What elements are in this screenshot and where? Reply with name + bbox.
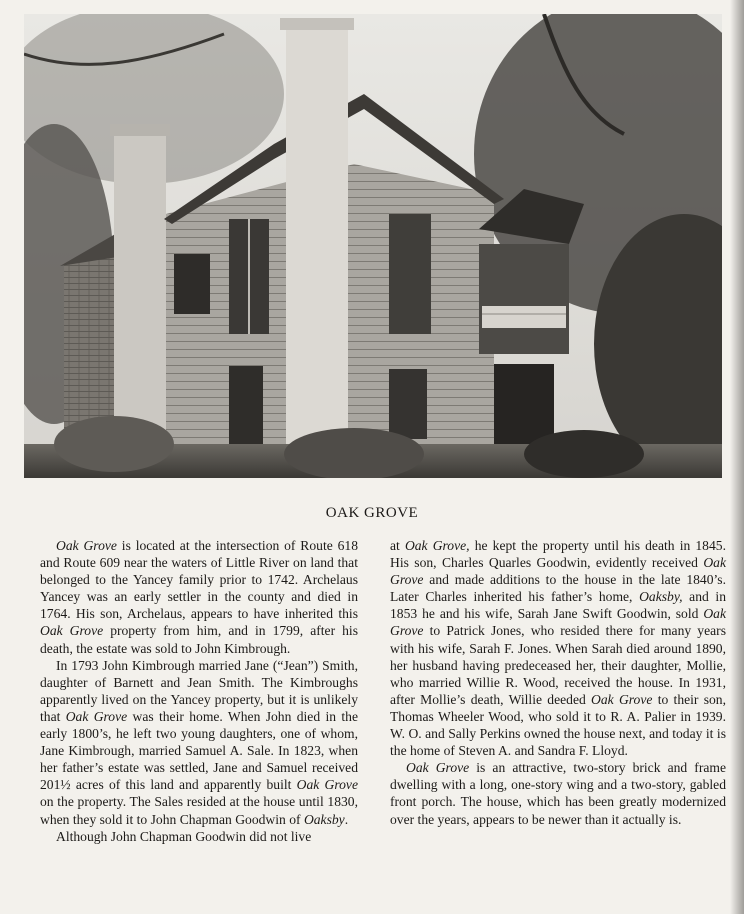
paragraph: Oak Grove is an attractive, two-story brick and frame dwelling with a long, one-story wing and a two-story, gabled front porch. The house, which has been greatly modernized over the years, appears to be newer than it actually is. [390,760,726,827]
paragraph: In 1793 John Kimbrough married Jane (“Jean”) Smith, daughter of Barnett and Jean Smith. The Kimbroughs apparently lived on the Yancey property, but it is unlikely that Oak Grove was their home. When John died in the early 1800’s, he left two young daughters, one of whom, Jane Kimbrough, married Samuel A. Sale. In 1823, when her father’s estate was settled, Jane and Samuel received 201½ acres of this land and apparently built Oak Grove on the property. The Sales resided at the house until 1830, when they sold it to John Chapman Goodwin of Oaksby. [40,657,359,827]
page-edge-shadow [730,0,744,914]
text-column-right [390,537,726,828]
paragraph: Oak Grove is located at the intersection of Route 618 and Route 609 near the waters of Little River on land that belonged to the Yancey family prior to 1742. Archelaus Yancey was an early settler in the county and died in 1764. His son, Archelaus, appears to have inherited this Oak Grove property from him, and in 1799, after his death, the estate was sold to John Kimbrough. [40,538,358,656]
oak-grove-house-photo [24,14,722,478]
photo-caption: OAK GROVE [325,505,419,521]
house-photograph [24,14,722,478]
paragraph: at Oak Grove, he kept the property until his death in 1845. His son, Charles Quarles Goodwin, evidently received Oak Grove and made additions to the house in the late 1840’s. Later Charles inherited his father’s home, Oaksby, and in 1853 he and his wife, Sarah Jane Swift Goodwin, sold Oak Grove to Patrick Jones, who resided there for many years with his wife, Sarah F. Jones. When Sarah died around 1890, her husband having predeceased her, their daughter, Mollie, who married Willie R. Wood, received the house. In 1931, after Mollie’s death, Willie deeded Oak Grove to their son, Thomas Wheeler Wood, who sold it to R. A. Palier in 1939. W. O. and Sally Perkins owned the house next, and today it is the home of Steven A. and Sandra F. Lloyd. [390,538,726,759]
paragraph: Although John Chapman Goodwin did not live [56,828,312,844]
text-column-left [40,537,358,845]
